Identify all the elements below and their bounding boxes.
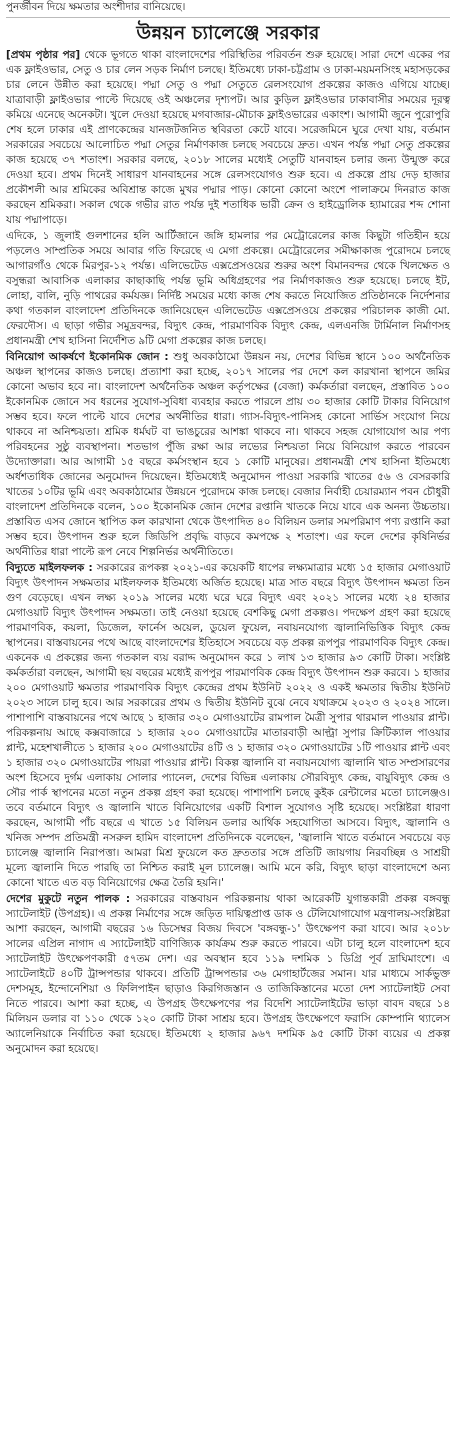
paragraph-text: থেকে ভূগতে থাকা বাংলাদেশের পরিস্থিতির পরিবর্তন শুরু হয়েছে। সারা দেশে একের পর এক ফ্লাইওভার, সেতু ও চার লেন সড়ক নির্মাণ চলছে। ইতিমধ্যে ঢাকা-চট্টগ্রাম ও ঢাকা-ময়মনসিংহ মহাসড়কের চার লেনে উন্নীত করা হয়েছে। পদ্মা সেতু ও পদ্মা সেতুতে রেলসংযোগ প্রকল্পের কাজও এগিয়ে যাচ্ছে। যাত্রাবাড়ী ফ্লাইওভার পাল্টে দিয়েছে ওই অঞ্চলের দৃশ্যপট। আর কুড়িল ফ্লাইওভার ঢাকাবাসীর সময়ের দূরত্ব কমিয়ে এনেছে অনেকটা। খুলে দেওয়া হয়েছে মগবাজার-মৌচাক ফ্লাইওভারের একাংশ। আগামী জুনে পুরোপুরি শেষ হলে ঢাকার এই প্রাণকেন্দ্রের যানজটজনিত স্থবিরতা কেটে যাবে। সরেজমিনে ঘুরে দেখা যায়, বর্তমান সরকারের সবচেয়ে আলোচিত পদ্মা সেতুর নির্মাণকাজ চলছে সবচেয়ে দ্রুত। এখন পর্যন্ত পদ্মা সেতু প্রকল্পের কাজ হয়েছে ৩৭ শতাংশ। সরকার বলছে, ২০১৮ সালের মধ্যেই সেতুটি যানবাহন চলার জন্য উন্মুক্ত করে দেওয়া হবে। প্রথম দিনেই সাধারণ যানবাহনের সঙ্গে রেলসংযোগও শুরু হবে। এ প্রকল্পে প্রায় দেড় হাজার প্রকৌশলী আর শ্রমিকের অবিশ্রান্ত কাজে মুখর পদ্মার পাড়। কোনো কোনো অংশে পালাক্রমে দিনরাত কাজ করছেন শ্রমিকরা। সকাল থেকে গভীর রাত পর্যন্ত দুই শতাধিক ভারী ক্রেন ও হাইড্রোলিক হ্যামারের শব্দ শোনা যায় পদ্মাপাড়ে। (6, 49, 450, 226)
divider (6, 17, 450, 18)
article-headline: উন্নয়ন চ্যালেঞ্জে সরকার (136, 22, 320, 44)
article-paragraph (6, 350, 450, 560)
paragraph-text: সরকারের রূপকল্প ২০২১-এর কয়েকটি ধাপের লক্ষ্যমাত্রার মধ্যে ১৫ হাজার মেগাওয়াট বিদ্যুৎ উৎপাদন সক্ষমতার মাইলফলক ইতিমধ্যে অর্জিত হয়েছে। মাত্র সাত বছরে বিদ্যুৎ উৎপাদন ক্ষমতা তিন গুণ বেড়েছে। এখন লক্ষ্য ২০১৯ সালের মধ্যে ঘরে ঘরে বিদ্যুৎ এবং ২০২১ সালের মধ্যে ২৪ হাজার মেগাওয়াট বিদ্যুৎ উৎপাদন সক্ষমতা। তাই নেওয়া হয়েছে বেশকিছু মেগা প্রকল্পও। পদক্ষেপ গ্রহণ করা হয়েছে পারমাণবিক, কয়লা, ডিজেল, ফার্নেস অয়েল, ডুয়েল ফুয়েল, নবায়নযোগ্য জ্বালানিভিত্তিক বিদ্যুৎ কেন্দ্র স্থাপনের। বাস্তবায়নের পথে আছে বাংলাদেশের ইতিহাসে সবচেয়ে বড় প্রকল্প রূপপুর পারমাণবিক বিদ্যুৎ কেন্দ্র। একনেক এ প্রকল্পের জন্য গতকাল ব্যয় বরাদ্দ অনুমোদন করে ১ লাখ ১৩ হাজার ৯৩ কোটি টাকা। সংশ্লিষ্ট কর্মকর্তারা বলছেন, আগামী ছয় বছরের মধ্যেই রূপপুর পারমাণবিক কেন্দ্র বিদ্যুৎ উৎপাদন শুরু করবে। ১ হাজার ২০০ মেগাওয়াট ক্ষমতার পারমাণবিক বিদ্যুৎ কেন্দ্রের প্রথম ইউনিট ২০২২ ও একই ক্ষমতার দ্বিতীয় ইউনিট ২০২৩ সালে চালু হবে। আর সরকারের প্রথম ও দ্বিতীয় ইউনিট বুঝে নেবে যথাক্রমে ২০২৩ ও ২০২৪ সালে। পাশাপাশি বাস্তবায়নের পথে আছে ১ হাজার ৩২০ মেগাওয়াটের রামপাল মৈত্রী সুপার থারমাল পাওয়ার প্লান্ট। পরিকল্পনায় আছে কক্সবাজারে ১ হাজার ২০০ মেগাওয়াটের মাতারবাড়ী আল্ট্রা সুপার ক্রিটিক্যাল পাওয়ার প্লান্ট, মহেশখালীতে ১ হাজার ২০০ মেগাওয়াটের ৪টি ও ১ হাজার ৩২০ মেগাওয়াটের ১টি পাওয়ার প্লান্ট এবং ১ হাজার ৩২০ মেগাওয়াটের পায়রা পাওয়ার প্লান্ট। বিকল্প জ্বালানি বা নবায়নযোগ্য জ্বালানি খাত সম্প্রসারণের অংশ হিসেবে দুর্গম এলাকায় সোলার প্যানেল, দেশের বিভিন্ন এলাকায় সৌরবিদ্যুৎ কেন্দ্র, বায়ুবিদ্যুৎ কেন্দ্র ও সৌর পার্ক স্থাপনের মতো নতুন প্রকল্প গ্রহণ করা হয়েছে। পাশাপাশি চলছে কুইক রেন্টালের মতো চ্যালেঞ্জও। তবে বর্তমানে বিদ্যুৎ ও জ্বালানি খাতে বিনিয়োগের একটি বিশাল সুযোগও সৃষ্টি হয়েছে। সংশ্লিষ্টরা ধারণা করছেন, আগামী পাঁচ বছরে এ খাতে ১৫ বিলিয়ন ডলার আর্থিক সহযোগিতা আসবে। বিদ্যুৎ, জ্বালানি ও খনিজ সম্পদ প্রতিমন্ত্রী নসরুল হামিদ বাংলাদেশ প্রতিদিনকে বলেছেন, 'জ্বালানি খাতে বর্তমানে সবচেয়ে বড় চ্যালেঞ্জ জ্বালানি নিরাপত্তা। আমরা মিশ্র ফুয়েলে কত দ্রুততার সঙ্গে প্রতিটি জায়গায় নিরবচ্ছিন্ন ও সাশ্রয়ী মূল্যে জ্বালানি দিতে পারছি তা নিশ্চিত করাই মূল চ্যালেঞ্জ। আমি মনে করি, বিদ্যুৎ ছাড়া বাংলাদেশে অন্য কোনো খাতে এত বড় বিনিয়োগের ক্ষেত্র তৈরি হয়নি।' (6, 562, 450, 889)
section-subhead: [প্রথম পৃষ্ঠার পর] (6, 49, 81, 61)
article-paragraph (6, 892, 450, 1057)
previous-article-tail: পুনর্জীবন দিয়ে ক্ষমতার অংশীদার বানিয়েছে। (6, 1, 186, 13)
section-subhead: বিদ্যুতে মাইলফলক : (6, 562, 93, 574)
paragraph-text: শুধু অবকাঠামো উন্নয়ন নয়, দেশের বিভিন্ন স্থানে ১০০ অর্থনৈতিক অঞ্চল স্থাপনের কাজও চলছে। প্রত্যাশা করা হচ্ছে, ২০১৭ সালের পর দেশে কল কারখানা স্থাপনে জমির কোনো অভাব হবে না। বাংলাদেশ অর্থনৈতিক অঞ্চল কর্তৃপক্ষের (বেজা) কর্মকর্তারা বলছেন, প্রস্তাবিত ১০০ ইকোনমিক জোনে সব ধরনের সুযোগ-সুবিধা ব্যবহার করতে পারলে প্রায় ৩০ হাজার কোটি টাকার বিনিয়োগ সম্ভব হবে। ফলে পাল্টে যাবে দেশের অর্থনীতির ধারা। গ্যাস-বিদ্যুৎ-পানিসহ কোনো সার্ভিস সংযোগ নিয়ে থাকবে না অনিশ্চয়তা। শ্রমিক ধর্মঘট বা ভাঙচুরের আশঙ্কা থাকবে না। থাকবে সহজ যোগাযোগ আর পণ্য পরিবহনের সুষ্ঠু ব্যবস্থাপনা। শতভাগ পুঁজি রক্ষা আর লভ্যের নিশ্চয়তা নিয়ে বিনিয়োগ করতে পারবেন উদ্যোক্তারা। আর আগামী ১৫ বছরে কর্মসংস্থান হবে ১ কোটি মানুষের। প্রধানমন্ত্রী শেখ হাসিনা ইতিমধ্যে অর্ধশতাধিক জোনের অনুমোদন দিয়েছেন। ইতিমধ্যেই অনুমোদন পাওয়া সরকারি খাতের ৫৬ ও বেসরকারি খাতের ১০টির ভূমি এবং অবকাঠামোর উন্নয়নে পুরোদমে কাজ চলছে। বেজার নির্বাহী চেয়ারম্যান পবন চৌধুরী বাংলাদেশ প্রতিদিনকে বলেন, ১০০ ইকোনমিক জোন দেশের রপ্তানি খাতকে নিয়ে যাবে এক অনন্য উচ্চতায়। প্রস্তাবিত এসব জোনে স্থাপিত কল কারখানা থেকে উৎপাদিত ৪০ বিলিয়ন ডলার সমপরিমাণ পণ্য রপ্তানি করা সম্ভব হবে। উৎপাদন শুরু হলে জিডিপি প্রবৃদ্ধি বাড়বে কমপক্ষে ২ শতাংশ। এর ফলে দেশের কৃষিনির্ভর অর্থনীতির ধারা পাল্টে রূপ নেবে শিল্পনির্ভর অর্থনীতিতে। (6, 351, 450, 558)
article-paragraph (6, 561, 450, 891)
paragraph-text: সরকারের বাস্তবায়ন পরিকল্পনায় থাকা আরেকটি যুগান্তকারী প্রকল্প বঙ্গবন্ধু স্যাটেলাইট (উপগ্রহ)। এ প্রকল্প নির্মাণের সঙ্গে জড়িত দায়িত্বপ্রাপ্ত ডাক ও টেলিযোগাযোগ মন্ত্রণালয়-সংশ্লিষ্টরা আশা করছেন, আগামী বছরের ১৬ ডিসেম্বর বিজয় দিবসে 'বঙ্গবন্ধু-১' উৎক্ষেপণ করা যাবে। আর ২০১৮ সালের এপ্রিল নাগাদ এ স্যাটেলাইট বাণিজ্যিক কার্যক্রম শুরু করতে পারবে। এটা চালু হলে বাংলাদেশ হবে স্যাটেলাইট উৎক্ষেপণকারী ৫৭তম দেশ। এর অবস্থান হবে ১১৯ দশমিক ১ ডিগ্রি পূর্ব দ্রাঘিমাংশে। এ স্যাটেলাইটে ৪০টি ট্রান্সপন্ডার থাকবে। প্রতিটি ট্রান্সপন্ডার ৩৬ মেগাহার্টজের সমান। যার মাধ্যমে সার্কভুক্ত দেশসমূহ, ইন্দোনেশিয়া ও ফিলিপাইন ছাড়াও কিরগিজস্তান ও তাজিকিস্তানের মতো দেশ স্যাটেলাইট সেবা নিতে পারবে। আশা করা হচ্ছে, এ উপগ্রহ উৎক্ষেপণের পর বিদেশি স্যাটেলাইটের ভাড়া বাবদ বছরে ১৪ মিলিয়ন ডলার বা ১১০ থেকে ১২০ কোটি টাকা সাশ্রয় হবে। উপগ্রহ উৎক্ষেপণে ফরাসি কোম্পানি থ্যালেস অ্যালেনিয়াকে নির্বাচিত করা হয়েছে। ইতিমধ্যে ২ হাজার ৯৬৭ দশমিক ৯৫ কোটি টাকা ব্যয়ের এ প্রকল্প অনুমোদন করা হয়েছে। (6, 893, 451, 1055)
article-paragraph (6, 48, 450, 228)
section-subhead: বিনিয়োগ আকর্ষণে ইকোনমিক জোন : (6, 351, 169, 363)
section-subhead: দেশের মুকুটে নতুন পালক : (6, 893, 130, 905)
article-paragraph (6, 229, 450, 349)
paragraph-text: এদিকে, ১ জুলাই গুলশানের হলি আর্টিজানে জঙ্গি হামলার পর মেট্রোরেলের কাজ কিছুটা গতিহীন হয়ে পড়লেও সাম্প্রতিক সময়ে আবার গতি ফিরেছে এ মেগা প্রকল্পে। মেট্রোরেলের সমীক্ষাকাজ পুরোদমে চলছে আগারগাঁও থেকে মিরপুর-১২ পর্যন্ত। এলিভেটেড এক্সপ্রেসওয়ের শুরুর অংশ বিমানবন্দর থেকে খিলক্ষেত ও বসুন্ধরা আবাসিক এলাকার কাছাকাছি পর্যন্ত ভূমি অধিগ্রহণের পর নির্মাণকাজও শুরু হয়েছে। চলছে ইট, লোহা, বালি, নুড়ি পাথরের কর্মযজ্ঞ। নির্দিষ্ট সময়ের মধ্যে কাজ শেষ করতে নিযোজিত প্রতিষ্ঠানকে নির্দেশনার কথা গতকাল বাংলাদেশ প্রতিদিনকে জানিয়েছেন এলিভেটেড এক্সপ্রেসওয়ে প্রকল্পের পরিচালক কাজী মো. ফেরদৌস। এ ছাড়া গভীর সমুদ্রবন্দর, বিদ্যুৎ কেন্দ্র, পারমাণবিক বিদ্যুৎ কেন্দ্র, এলএনজি টার্মিনাল নির্মাণসহ প্রধানমন্ত্রী শেখ হাসিনা নির্দেশিত ৯টি মেগা প্রকল্পের কাজ চলছে। (6, 230, 450, 347)
